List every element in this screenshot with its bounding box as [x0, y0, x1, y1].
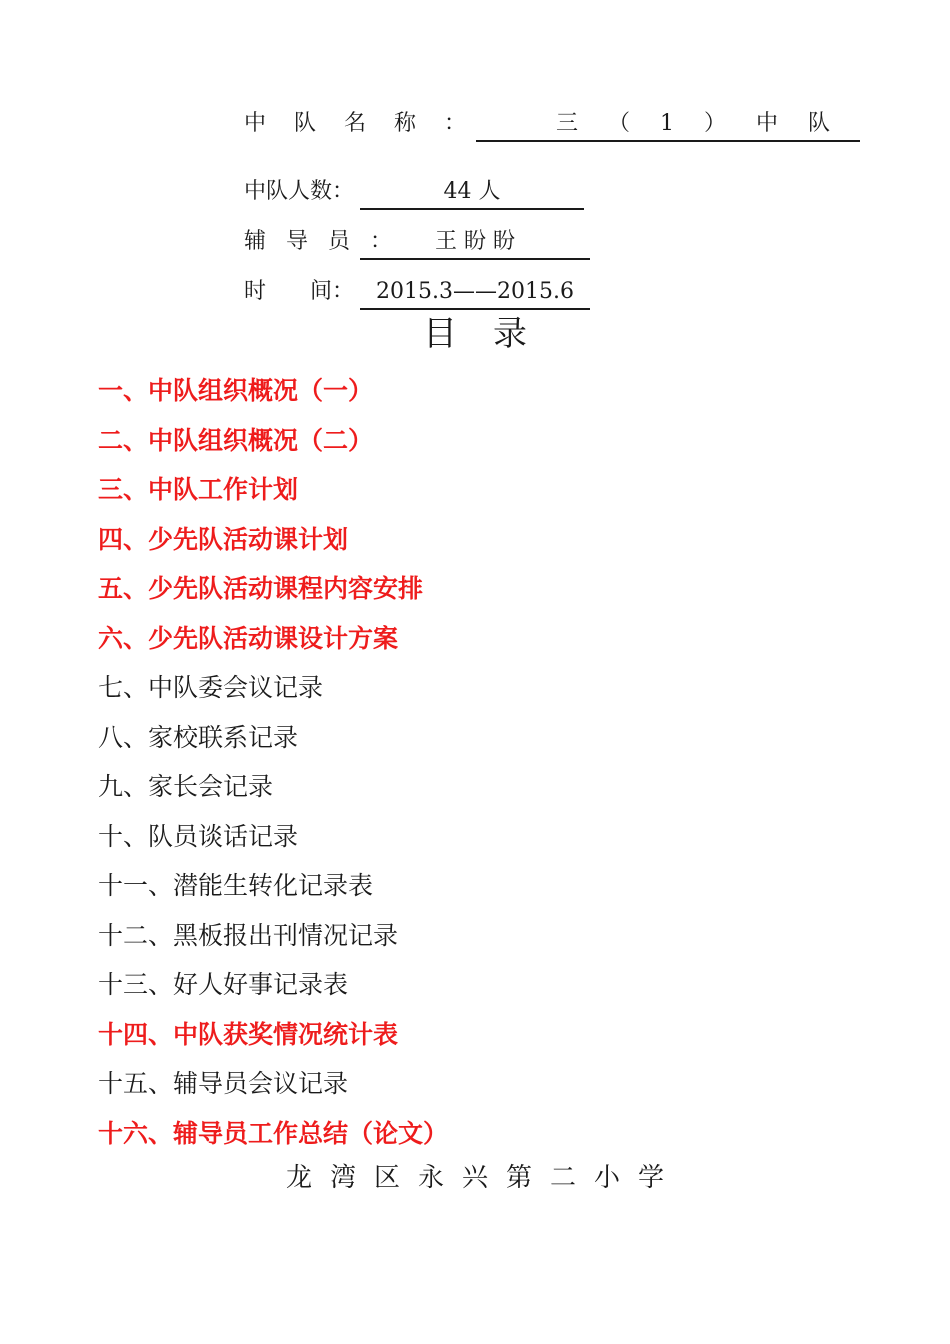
toc-item[interactable]: 十六、辅导员工作总结（论文）	[98, 1118, 449, 1148]
toc-item[interactable]: 七、中队委会议记录	[98, 673, 324, 702]
toc-item[interactable]: 四、少先队活动课计划	[98, 524, 349, 554]
toc-item[interactable]: 五、少先队活动课程内容安排	[98, 574, 424, 603]
period-label: 时 间：	[244, 279, 355, 304]
squad-name-label: 中队名称：	[244, 111, 495, 136]
member-count-label: 中队人数：	[244, 179, 355, 204]
toc-item[interactable]: 八、家校联系记录	[98, 722, 299, 752]
toc-list	[98, 366, 448, 1158]
toc-item[interactable]: 三、中队工作计划	[98, 475, 299, 504]
toc-item[interactable]: 二、中队组织概况（二）	[98, 425, 374, 455]
toc-title: 目录	[423, 314, 563, 354]
squad-name-field	[244, 110, 860, 142]
member-count-field	[244, 178, 586, 210]
counselor-value: 王 盼 盼	[360, 228, 590, 260]
toc-item[interactable]: 九、家长会记录	[98, 772, 274, 801]
counselor-field	[244, 228, 592, 260]
toc-item[interactable]: 十三、好人好事记录表	[98, 970, 349, 999]
toc-item[interactable]: 十、队员谈话记录	[98, 821, 299, 851]
member-count-value: 44 人	[360, 178, 584, 210]
school-name: 龙湾区永兴第二小学	[285, 1163, 682, 1193]
toc-item[interactable]: 十二、黑板报出刊情况记录	[98, 920, 399, 950]
toc-item[interactable]: 十四、中队获奖情况统计表	[98, 1019, 399, 1049]
squad-name-value: 三（1）中队	[476, 110, 860, 142]
counselor-label: 辅导员：	[244, 229, 413, 254]
toc-item[interactable]: 十一、潜能生转化记录表	[98, 871, 374, 900]
toc-item[interactable]: 一、中队组织概况（一）	[98, 376, 374, 405]
period-field	[244, 278, 592, 310]
period-value: 2015.3——2015.6	[360, 278, 590, 310]
toc-item[interactable]: 十五、辅导员会议记录	[98, 1069, 349, 1098]
toc-item[interactable]: 六、少先队活动课设计方案	[98, 623, 399, 653]
